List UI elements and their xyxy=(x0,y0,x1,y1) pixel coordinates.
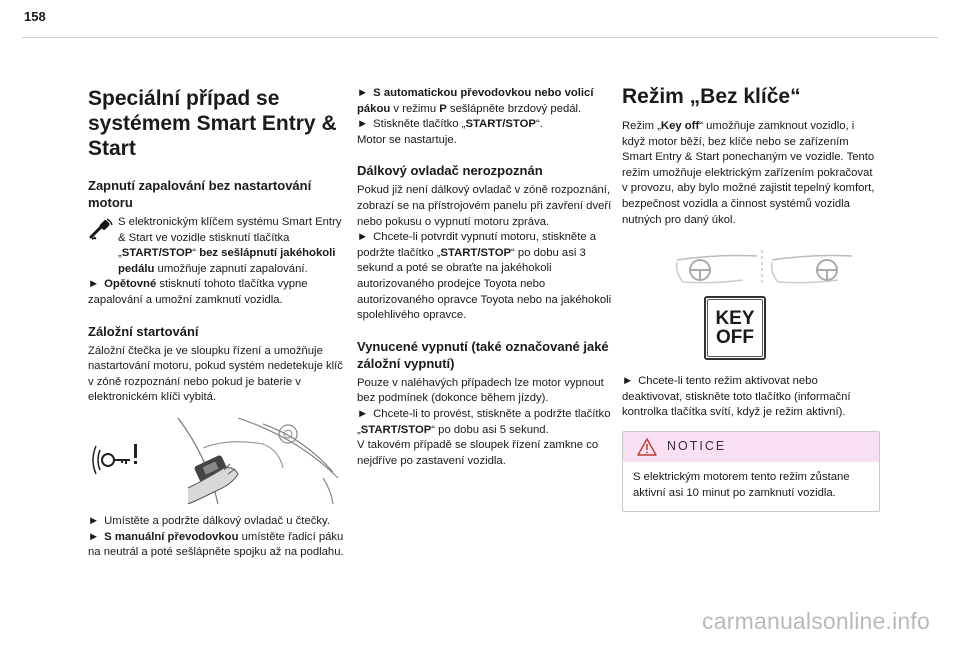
key-warning-icon xyxy=(93,444,137,474)
page-number: 158 xyxy=(24,9,46,24)
header-divider xyxy=(22,37,938,38)
heading-backup-start: Záložní startování xyxy=(88,323,199,339)
forced-shutdown-text: Pouze v naléhavých případech lze motor vypnout bez podmínek (dokonce během jízdy). xyxy=(357,376,604,405)
key-off-label-line1: KEY xyxy=(715,308,755,330)
key-off-label-line2: OFF xyxy=(716,327,754,349)
auto-gearbox-step: ► S automatickou převodovkou nebo volicí pákou v režimu P sešlápněte brzdový pedál. xyxy=(357,87,594,115)
ignition-key-paragraph xyxy=(88,215,346,277)
backup-start-step-manual: ► S manuální převodovkou umístěte řadicí páku na neutrál a poté sešlápněte spojku až na podlahu. xyxy=(88,530,344,559)
remote-not-detected-text: Pokud již není dálkový ovladač v zóně rozpoznání, zobrazí se na přístrojovém panelu při zavření dveří nebo pokusu o vypnutí motoru zpráva. xyxy=(357,184,612,228)
section-remote-not-detected xyxy=(357,162,615,323)
section-ignition xyxy=(88,177,346,309)
warning-triangle-icon xyxy=(637,438,657,456)
engine-starts-text: Motor se nastartuje. xyxy=(357,133,457,146)
forced-shutdown-step: ► Chcete-li to provést, stiskněte a podržte tlačítko „START/STOP“ po dobu asi 5 sekund. xyxy=(357,407,611,436)
section-forced-shutdown xyxy=(357,338,615,470)
section-title-smart-entry: Speciální případ se systémem Smart Entry & Start xyxy=(88,87,337,160)
backup-start-step-hold: ► Umístěte a podržte dálkový ovladač u čtečky. xyxy=(88,514,330,527)
ignition-text: S elektronickým klíčem systému Smart Entry & Start ve vozidle stisknutí tlačítka „START/STOP“ bez sešlápnutí jakéhokoli pedálu umožňuje zapnutí zapalování. xyxy=(118,216,342,275)
section-backup-start xyxy=(88,323,346,561)
steering-column-reader-illustration xyxy=(88,418,346,504)
press-start-step: ► Stiskněte tlačítko „START/STOP“. xyxy=(357,118,543,131)
remote-not-detected-step: ► Chcete-li potvrdit vypnutí motoru, stiskněte a podržte tlačítko „START/STOP“ po dobu asi 3 sekund a poté se obraťte na jakéhokoli autorizovaného prodejce Toyota nebo autorizovaného opravce Toyota nebo na jakéhokoli spolehlivého opravce. xyxy=(357,231,612,322)
notice-body: S elektrickým motorem tento režim zůstane aktivní asi 10 minut po zamknutí vozidla. xyxy=(633,470,850,499)
column-2 xyxy=(357,86,615,483)
heading-ignition: Zapnutí zapalování bez nastartování motoru xyxy=(88,178,312,210)
keyless-description: Režim „Key off“ umožňuje zamknout vozidlo, i když motor běží, bez klíče nebo se zařízením Smart Entry & Start ponechaným ve vozidle. Tento režim umožňuje elektrickým zařízením pokračovat v provozu, aby bylo možné zajistit tepelný komfort, bezpečnost vozidla a činnost systémů vozidla nutných pro daný úkol. xyxy=(622,120,875,226)
ignition-second-press: ► Opětovné stisknutí tohoto tlačítka vypne zapalování a umožní zamknutí vozidla. xyxy=(88,278,308,306)
dashboard-illustration xyxy=(622,248,880,286)
section-title-keyless: Režim „Bez klíče“ xyxy=(622,85,801,108)
key-off-activate-step: ► Chcete-li tento režim aktivovat nebo deaktivovat, stiskněte toto tlačítko (informační kontrolka tlačítka svítí, když je režim aktivní). xyxy=(622,375,851,419)
key-off-button[interactable] xyxy=(704,296,766,360)
smart-key-icon xyxy=(88,217,114,241)
notice-header xyxy=(623,432,879,462)
heading-forced-shutdown: Vynucené vypnutí (také označované jaké záložní vypnutí) xyxy=(357,338,609,371)
watermark: carmanualsonline.info xyxy=(702,608,930,634)
notice-box xyxy=(622,431,880,512)
column-3 xyxy=(622,84,880,512)
column-1 xyxy=(88,60,346,575)
notice-title: NOTICE xyxy=(667,439,727,454)
backup-start-text: Záložní čtečka je ve sloupku řízení a umožňuje nastartování motoru, pokud systém nedetekuje klíč v zóně rozpoznání nebo pokud je baterie v elektronickém klíči vybitá. xyxy=(88,344,343,404)
forced-shutdown-note: V takovém případě se sloupek řízení zamkne co nejdříve po zastavení vozidla. xyxy=(357,439,599,467)
heading-remote-not-detected: Dálkový ovladač nerozpoznán xyxy=(357,163,543,179)
